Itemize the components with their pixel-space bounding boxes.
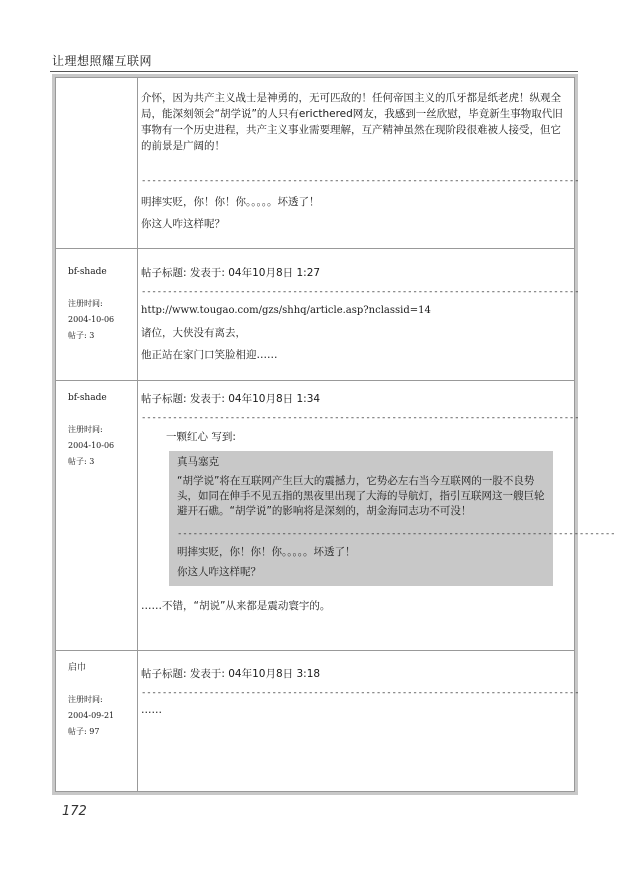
post-separator: ------------------------------------------------------------------------------------	[141, 413, 580, 423]
post-author-info	[68, 663, 114, 743]
post-paragraph: 介怀，因为共产主义战士是神勇的，无可匹敌的！任何帝国主义的爪牙都是纸老虎！纵观全局，能深刻领会“胡学说”的人只有ericthered网友，我感到一丝欣慰，毕竟新生事物取代旧事物有一个历史进程，共产主义事业需要理解，互产精神虽然在现阶段很难被人接受，但它的前景是广阔的！	[141, 92, 563, 152]
author-username[interactable]: bf-shade	[68, 267, 107, 277]
signature-line: 你这人咋这样呢？	[141, 218, 225, 230]
post-count: 帖子: 97	[68, 727, 100, 736]
registration-label: 注册时间:	[68, 425, 103, 434]
page-number: 172	[62, 804, 87, 819]
post-body	[141, 90, 580, 232]
post-separator: ------------------------------------------------------------------------------------	[141, 688, 580, 698]
post-text-line: 他正站在家门口笑脸相迎……	[141, 349, 278, 361]
registration-label: 注册时间:	[68, 299, 103, 308]
author-username[interactable]: bf-shade	[68, 393, 107, 403]
post-row	[56, 651, 580, 795]
forum-thread-table	[55, 77, 616, 792]
post-title-line: 帖子标题: 发表于: 04年10月8日 1:27	[141, 267, 321, 279]
quote-attribution: 一颗红心 写到:	[166, 431, 236, 443]
post-body	[141, 666, 580, 718]
post-text-line: ……	[141, 704, 162, 716]
post-body	[141, 265, 580, 363]
post-title-line: 帖子标题: 发表于: 04年10月8日 3:18	[141, 668, 321, 680]
page-header-title: 让理想照耀互联网	[52, 54, 153, 68]
quote-paragraph: “胡学说”将在互联网产生巨大的震撼力，它势必左右当今互联网的一股不良势头，如同在伸手不见五指的黑夜里出现了大海的导航灯，指引互联网这一艘巨轮避开石礁。“胡学说”的影响将是深刻的，胡金海同志功不可没！	[177, 475, 545, 517]
registration-date: 2004-10-06	[68, 441, 115, 450]
post-count: 帖子: 3	[68, 331, 95, 340]
post-row	[56, 381, 616, 650]
post-title-line: 帖子标题: 发表于: 04年10月8日 1:34	[141, 393, 321, 405]
quote-signature-line: 你这人咋这样呢？	[177, 566, 261, 578]
post-text-line: 诸位，大侠没有离去，	[141, 327, 246, 339]
post-reply-text: ……不错，“胡说”从来都是震动寰宇的。	[141, 600, 331, 612]
post-row	[56, 249, 580, 380]
quote-author: 真马塞克	[177, 456, 219, 468]
forum-thread-frame	[52, 74, 616, 795]
registration-date: 2004-10-06	[68, 315, 115, 324]
quote-separator: ------------------------------------------------------------------------------------	[177, 529, 616, 539]
registration-label: 注册时间:	[68, 695, 103, 704]
post-link[interactable]: http://www.tougao.com/gzs/shhq/article.asp?nclassid=14	[141, 305, 431, 316]
post-author-info	[68, 393, 114, 473]
post-separator: ------------------------------------------------------------------------------------	[141, 176, 580, 186]
signature-line: 明摔实贬，你！你！你。。。。。坏透了！	[141, 196, 320, 208]
post-separator: ------------------------------------------------------------------------------------	[141, 287, 580, 297]
header-divider	[50, 71, 578, 72]
post-row-continued	[56, 78, 580, 248]
author-username[interactable]: 启巾	[68, 663, 87, 673]
post-count: 帖子: 3	[68, 457, 95, 466]
quote-signature-line: 明摔实贬，你！你！你。。。。。坏透了！	[177, 546, 356, 558]
quote-block	[169, 451, 616, 586]
post-body	[141, 391, 616, 614]
registration-date: 2004-09-21	[68, 711, 115, 720]
post-author-info	[68, 267, 114, 347]
